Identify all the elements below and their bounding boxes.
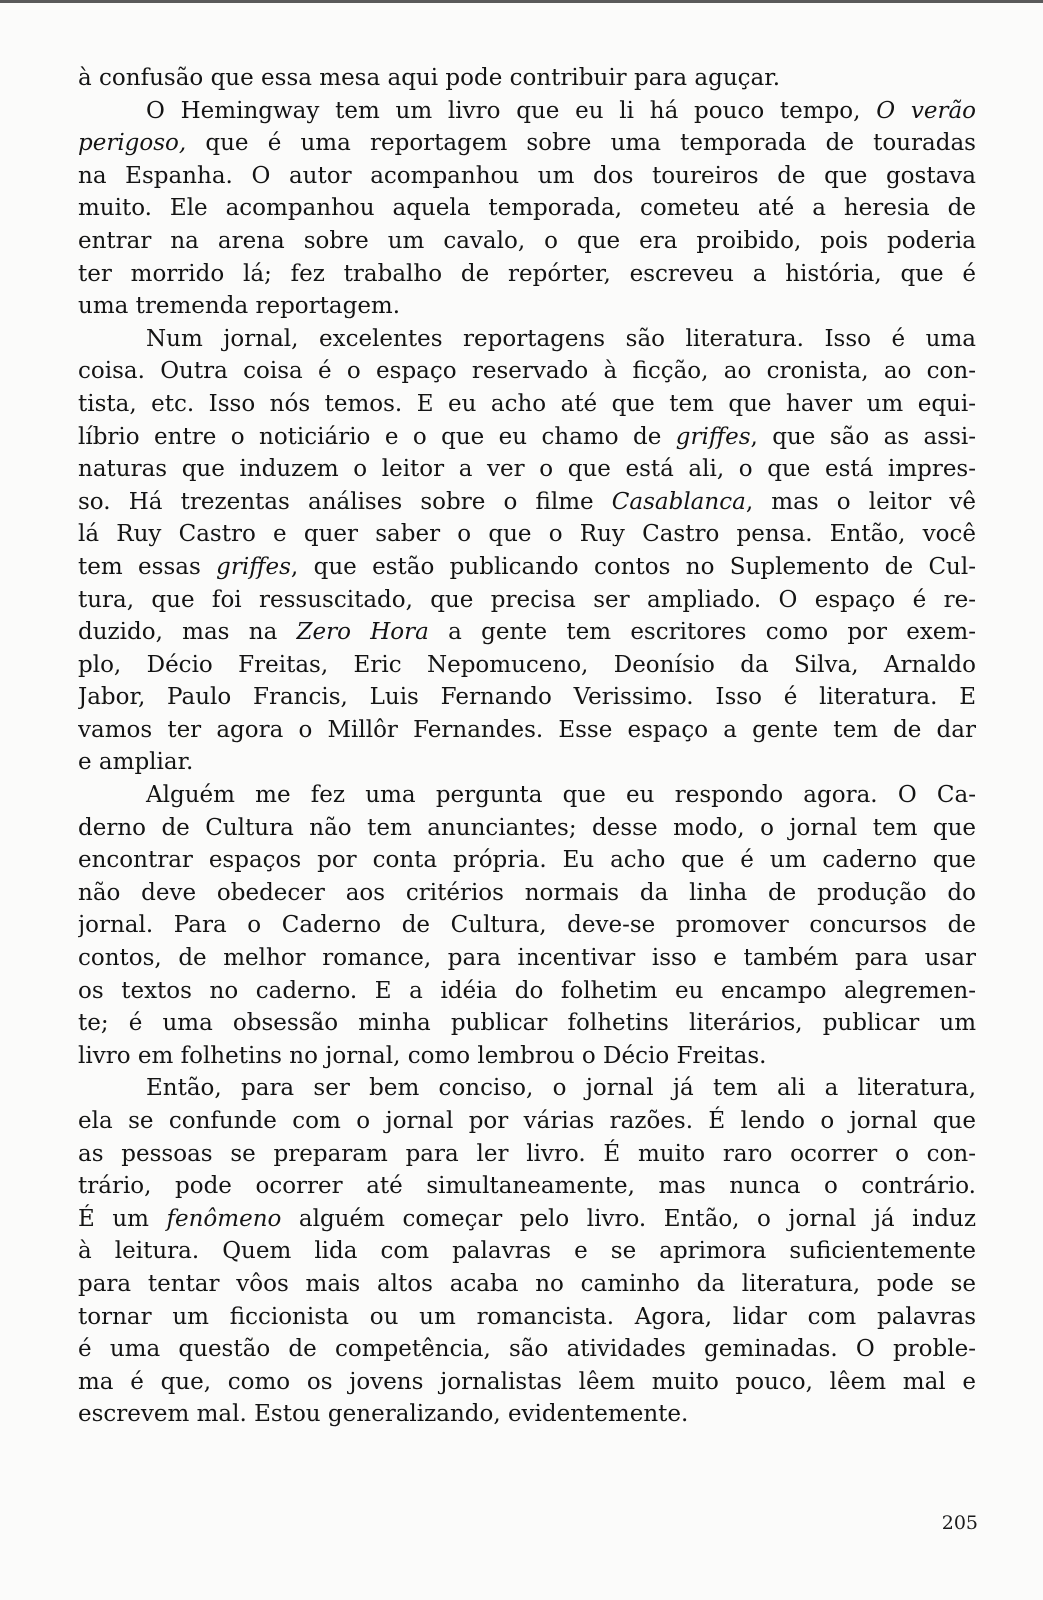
text-run: é uma questão de competência, são atividades geminadas. O proble- [78, 1336, 976, 1363]
text-line [78, 1203, 976, 1236]
text-line [78, 1170, 976, 1203]
text-run: tura, que foi ressuscitado, que precisa ser ampliado. O espaço é re- [78, 586, 976, 613]
text-line [78, 584, 976, 617]
text-line [78, 1007, 976, 1040]
text-run: O Hemingway tem um livro que eu li há pouco tempo, [146, 97, 877, 124]
text-run: ter morrido lá; fez trabalho de repórter, escreveu a história, que é [78, 260, 976, 287]
text-run: Num jornal, excelentes reportagens são literatura. Isso é uma [146, 325, 976, 352]
italic-text: Zero Hora [296, 619, 429, 646]
text-run: à leitura. Quem lida com palavras e se aprimora suficientemente [78, 1238, 976, 1265]
text-line [78, 258, 976, 291]
text-line [78, 1138, 976, 1171]
text-run: contos, de melhor romance, para incentivar isso e também para usar [78, 945, 976, 972]
text-run: vamos ter agora o Millôr Fernandes. Esse espaço a gente tem de dar [78, 716, 976, 743]
text-run: à confusão que essa mesa aqui pode contribuir para aguçar. [78, 65, 781, 91]
text-run: ela se confunde com o jornal por várias razões. É lendo o jornal que [78, 1108, 976, 1134]
text-run: muito. Ele acompanhou aquela temporada, cometeu até a heresia de [78, 195, 976, 222]
text-run: Então, para ser bem conciso, o jornal já tem ali a literatura, [146, 1075, 976, 1102]
text-run: escrevem mal. Estou generalizando, evidentemente. [78, 1401, 689, 1428]
text-line [78, 877, 976, 910]
text-line [78, 616, 976, 649]
text-run: na Espanha. O autor acompanhou um dos toureiros de que gostava [78, 162, 976, 189]
text-run: encontrar espaços por conta própria. Eu acho que é um caderno que [78, 847, 976, 874]
italic-text: fenômeno [166, 1205, 282, 1232]
text-run: duzido, mas na [78, 619, 297, 646]
text-line [78, 649, 976, 682]
text-run: É um [78, 1205, 167, 1232]
text-run: trário, pode ocorrer até simultaneamente, mas nunca o contrário. [78, 1173, 976, 1200]
text-run: derno de Cultura não tem anunciantes; desse modo, o jornal tem que [78, 814, 976, 841]
text-run: tem essas [78, 553, 217, 580]
text-run: jornal. Para o Caderno de Cultura, deve-se promover concursos de [78, 912, 976, 939]
paragraph [78, 779, 976, 1072]
text-run: coisa. Outra coisa é o espaço reservado à ficção, ao cronista, ao con- [78, 358, 976, 385]
text-line [78, 127, 976, 160]
text-line [78, 290, 976, 323]
text-line [78, 355, 976, 388]
page-body [78, 62, 976, 1431]
text-line [78, 909, 976, 942]
text-run: líbrio entre o noticiário e o que eu chamo de [78, 423, 676, 450]
text-line [78, 388, 976, 421]
text-run: naturas que induzem o leitor a ver o que está ali, o que está impres- [78, 456, 976, 483]
text-run: livro em folhetins no jornal, como lembrou o Décio Freitas. [78, 1042, 767, 1069]
text-line [78, 323, 976, 356]
text-line [78, 1072, 976, 1105]
text-line [78, 1366, 976, 1399]
top-edge-rule [0, 0, 1043, 3]
paragraph [78, 62, 976, 95]
paragraph [78, 323, 976, 779]
text-line [78, 1235, 976, 1268]
text-line [78, 551, 976, 584]
text-run: te; é uma obsessão minha publicar folhetins literários, publicar um [78, 1010, 976, 1037]
text-line [78, 453, 976, 486]
text-run: não deve obedecer aos critérios normais da linha de produção do [78, 879, 976, 906]
text-line [78, 95, 976, 128]
text-line [78, 1040, 976, 1073]
text-run: alguém começar pelo livro. Então, o jornal já induz [281, 1205, 976, 1232]
italic-text: Casablanca [611, 488, 746, 515]
text-run: uma tremenda reportagem. [78, 293, 401, 320]
text-run: lá Ruy Castro e quer saber o que o Ruy Castro pensa. Então, você [78, 521, 976, 548]
text-run: plo, Décio Freitas, Eric Nepomuceno, Deonísio da Silva, Arnaldo [78, 651, 976, 678]
text-run: a gente tem escritores como por exem- [428, 619, 976, 646]
text-run: as pessoas se preparam para ler livro. É muito raro ocorrer o con- [78, 1140, 976, 1167]
text-run: Jabor, Paulo Francis, Luis Fernando Verissimo. Isso é literatura. E [78, 684, 976, 711]
paragraph [78, 95, 976, 323]
text-run: para tentar vôos mais altos acaba no caminho da literatura, pode se [78, 1270, 976, 1297]
text-line [78, 1301, 976, 1334]
text-run: ma é que, como os jovens jornalistas lêem muito pouco, lêem mal e [78, 1368, 976, 1395]
page-number: 205 [941, 1512, 978, 1534]
text-run: que é uma reportagem sobre uma temporada de touradas [186, 130, 976, 157]
text-line [78, 421, 976, 454]
text-line [78, 812, 976, 845]
text-run: so. Há trezentas análises sobre o filme [78, 488, 612, 515]
text-run: Alguém me fez uma pergunta que eu respondo agora. O Ca- [146, 782, 976, 809]
text-line [78, 1333, 976, 1366]
text-line [78, 62, 976, 95]
paragraph [78, 1072, 976, 1431]
text-run: e ampliar. [78, 749, 194, 776]
text-line [78, 681, 976, 714]
text-line [78, 1105, 976, 1138]
text-line [78, 975, 976, 1008]
text-line [78, 486, 976, 519]
italic-text: O verão [876, 97, 976, 124]
italic-text: griffes [216, 553, 291, 580]
text-line [78, 942, 976, 975]
text-line [78, 779, 976, 812]
text-run: , que são as assi- [750, 423, 976, 450]
text-line [78, 1268, 976, 1301]
text-run: tista, etc. Isso nós temos. E eu acho até que tem que haver um equi- [78, 390, 976, 417]
text-run: entrar na arena sobre um cavalo, o que era proibido, pois poderia [78, 227, 976, 254]
text-line [78, 746, 976, 779]
text-run: , mas o leitor vê [745, 488, 976, 515]
text-line [78, 1398, 976, 1431]
text-run: , que estão publicando contos no Suplemento de Cul- [290, 553, 976, 580]
text-line [78, 192, 976, 225]
text-run: tornar um ficcionista ou um romancista. Agora, lidar com palavras [78, 1303, 976, 1330]
text-line [78, 518, 976, 551]
text-line [78, 160, 976, 193]
text-line [78, 844, 976, 877]
italic-text: griffes [675, 423, 751, 450]
text-line [78, 714, 976, 747]
text-line [78, 225, 976, 258]
text-run: os textos no caderno. E a idéia do folhetim eu encampo alegremen- [78, 977, 976, 1004]
italic-text: perigoso, [78, 130, 187, 157]
